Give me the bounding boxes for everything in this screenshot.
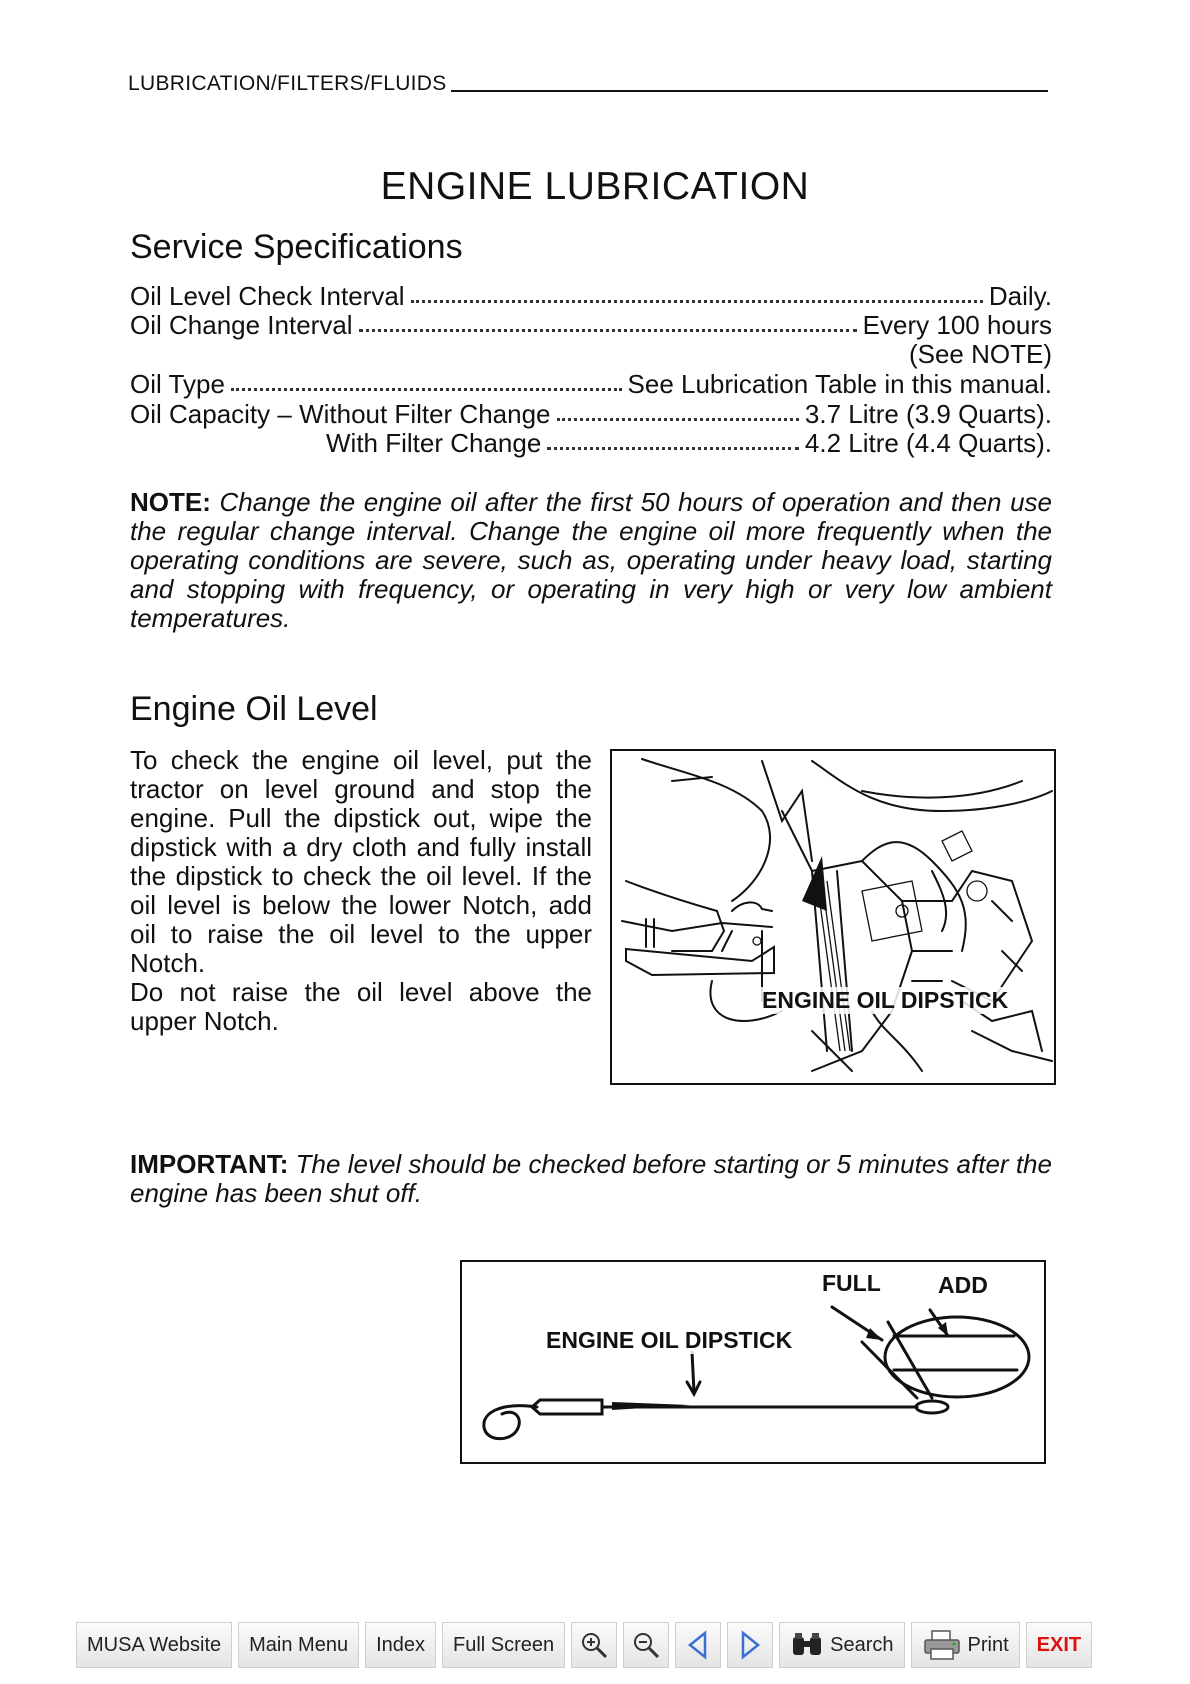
note-paragraph [130, 488, 1052, 633]
oil-level-instructions [130, 746, 592, 1036]
spec-label: Oil Capacity – Without Filter Change [130, 399, 551, 429]
viewer-toolbar [76, 1622, 1092, 1668]
spec-see-note: (See NOTE) [908, 339, 1052, 369]
spec-value: Every 100 hours [862, 310, 1052, 340]
print-label: Print [967, 1633, 1009, 1656]
spec-row-check-interval [130, 282, 1052, 311]
spec-value: 3.7 Litre (3.9 Quarts). [804, 399, 1052, 429]
note-text: Change the engine oil after the first 50 hours of operation and then use the regular change interval. Change the engine oil more frequently when the operating conditions are severe, such as, operating under heavy load, starting and stopping with frequency, or operating in very high or very low ambient temperatures. [130, 487, 1052, 633]
spec-value: See Lubrication Table in this manual. [627, 369, 1052, 399]
spec-row-capacity-without-filter [130, 400, 1052, 429]
zoom-out-icon [630, 1629, 662, 1661]
engine-dipstick-illustration [610, 749, 1056, 1085]
search-label: Search [830, 1633, 894, 1656]
musa-website-button[interactable]: MUSA Website [76, 1622, 232, 1668]
engine-line-art [612, 751, 1054, 1083]
previous-page-icon [685, 1630, 711, 1660]
dot-leader [231, 388, 622, 391]
spec-value: Daily. [988, 281, 1052, 311]
dot-leader [359, 329, 857, 332]
dot-leader [547, 447, 799, 450]
spec-value: 4.2 Litre (4.4 Quarts). [804, 428, 1052, 458]
service-specs-heading: Service Specifications [130, 228, 463, 266]
index-button[interactable]: Index [365, 1622, 436, 1668]
zoom-out-button[interactable] [623, 1622, 669, 1668]
next-page-icon [737, 1630, 763, 1660]
spec-label: Oil Change Interval [130, 310, 353, 340]
spec-label: With Filter Change [326, 428, 542, 458]
label-full: FULL [818, 1270, 885, 1297]
running-head-text: LUBRICATION/FILTERS/FLUIDS [128, 72, 447, 95]
running-head [128, 72, 1048, 96]
page-title: ENGINE LUBRICATION [380, 165, 810, 208]
main-menu-button[interactable]: Main Menu [238, 1622, 359, 1668]
zoom-in-button[interactable] [571, 1622, 617, 1668]
binoculars-icon [790, 1631, 824, 1659]
search-button[interactable] [779, 1622, 904, 1668]
exit-button[interactable]: EXIT [1026, 1622, 1092, 1668]
instructions-text: To check the engine oil level, put the tractor on level ground and stop the engine. Pull the dipstick out, wipe the dipstick with a dry cloth and fully install the dipstick to check the oil level. If the oil level is below the lower Notch, add oil to raise the oil level to the upper Notch. [130, 745, 592, 978]
dipstick-diagram [460, 1260, 1046, 1464]
important-paragraph [130, 1150, 1052, 1208]
spec-row-change-interval [130, 311, 1052, 340]
running-head-rule [451, 90, 1048, 92]
printer-icon [922, 1629, 962, 1661]
spec-row-capacity-with-filter [326, 429, 1052, 458]
spec-row-oil-type [130, 370, 1052, 399]
next-page-button[interactable] [727, 1622, 773, 1668]
zoom-in-icon [578, 1629, 610, 1661]
instructions-text-2: Do not raise the oil level above the upper Notch. [130, 977, 592, 1036]
note-label: NOTE: [130, 487, 211, 517]
label-add: ADD [934, 1272, 992, 1299]
oil-level-heading: Engine Oil Level [130, 690, 378, 728]
dot-leader [557, 418, 799, 421]
important-text: The level should be checked before starting or 5 minutes after the engine has been shut off. [130, 1149, 1052, 1208]
print-button[interactable] [911, 1622, 1020, 1668]
dot-leader [411, 300, 983, 303]
figure-label-engine-oil-dipstick: ENGINE OIL DIPSTICK [758, 987, 1012, 1014]
important-label: IMPORTANT: [130, 1149, 289, 1179]
previous-page-button[interactable] [675, 1622, 721, 1668]
spec-label: Oil Level Check Interval [130, 281, 405, 311]
label-engine-oil-dipstick: ENGINE OIL DIPSTICK [542, 1327, 796, 1354]
full-screen-button[interactable]: Full Screen [442, 1622, 565, 1668]
spec-label: Oil Type [130, 369, 225, 399]
